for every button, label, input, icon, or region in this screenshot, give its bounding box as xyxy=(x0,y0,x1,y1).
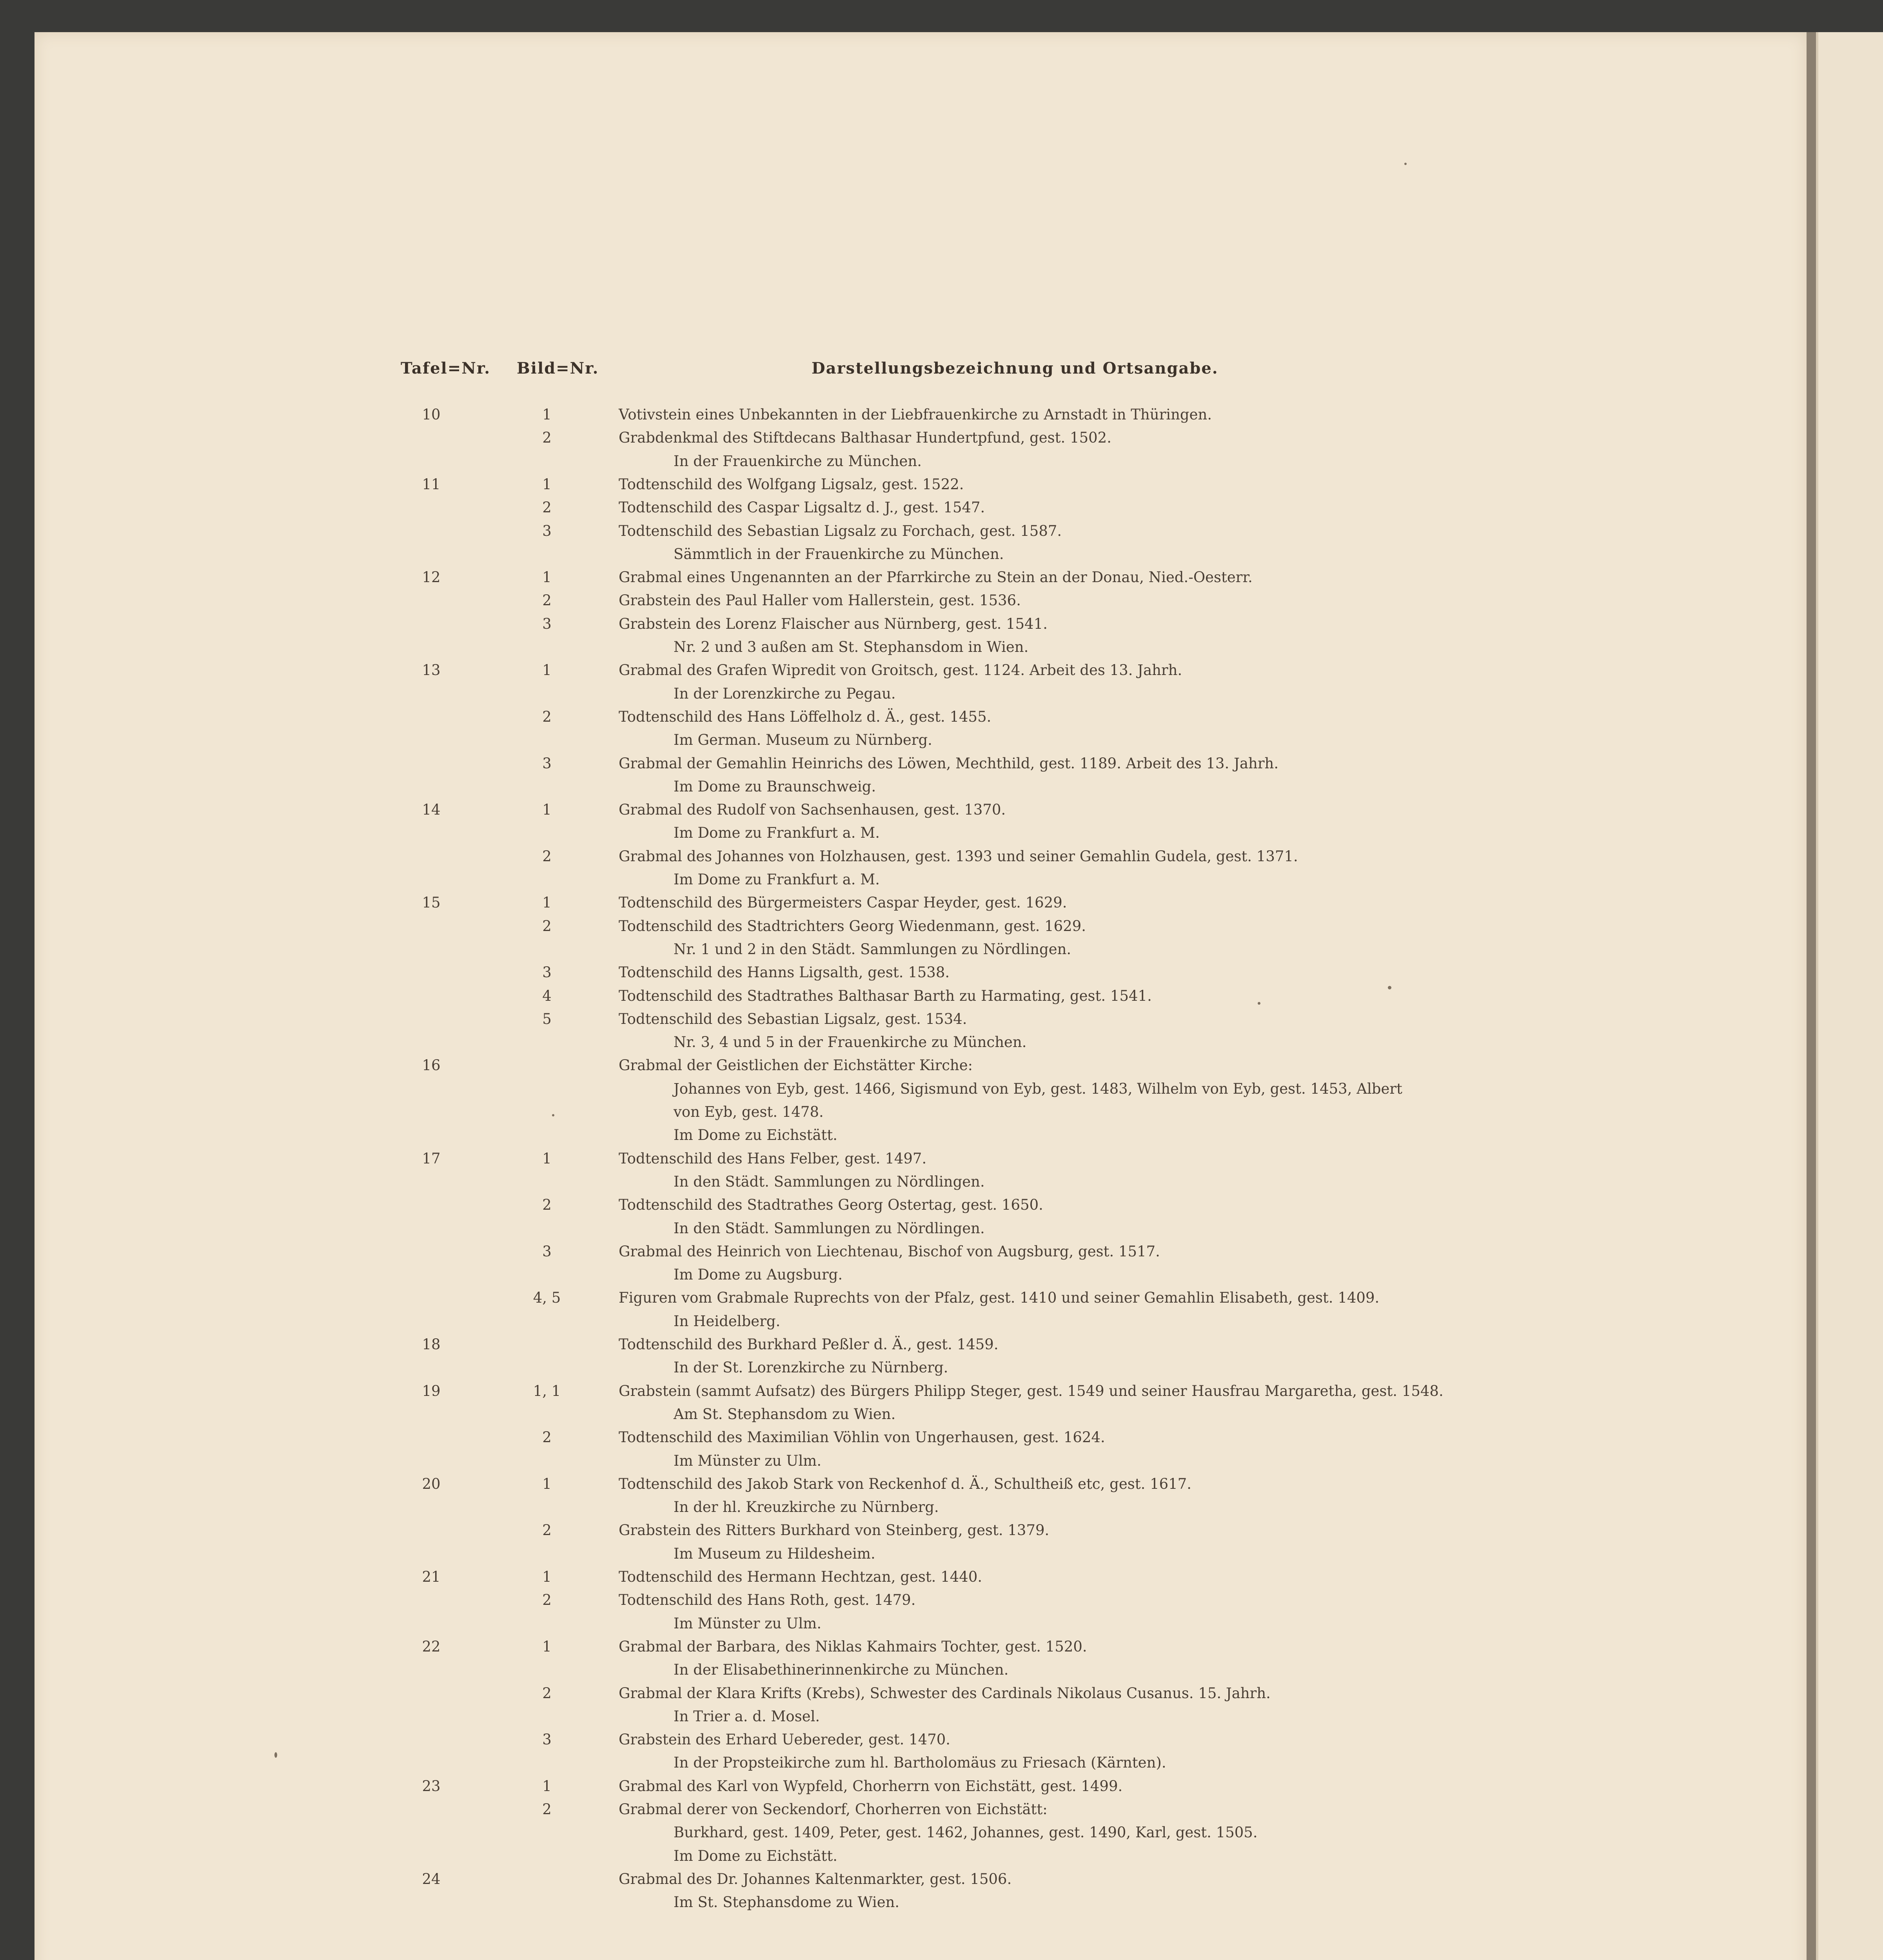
tafel-number: 16 xyxy=(422,1057,441,1074)
description: Todtenschild des Hans Löffelholz d. Ä., gest. 1455. xyxy=(619,708,991,725)
description: Grabmal der Klara Krifts (Krebs), Schwester des Cardinals Nikolaus Cusanus. 15. Jahrh. xyxy=(619,1684,1271,1702)
table-row xyxy=(0,798,1883,821)
bild-number: 1, 1 xyxy=(533,1382,561,1399)
table-row xyxy=(0,891,1883,914)
speck xyxy=(1388,986,1391,989)
bild-number: 2 xyxy=(542,1196,552,1214)
header-description: Darstellungsbezeichnung und Ortsangabe. xyxy=(812,359,1218,377)
bild-number: 2 xyxy=(542,917,552,935)
table-row xyxy=(0,612,1883,635)
bild-number: 2 xyxy=(542,1684,552,1702)
description: Todtenschild des Wolfgang Ligsalz, gest. 1522. xyxy=(619,475,964,493)
description: Grabstein des Paul Haller vom Hallerstein, gest. 1536. xyxy=(619,592,1021,609)
tafel-number: 19 xyxy=(422,1382,441,1399)
location-note: In der St. Lorenzkirche zu Nürnberg. xyxy=(674,1359,948,1376)
bild-number: 3 xyxy=(542,755,552,772)
description: Grabmal des Johannes von Holzhausen, gest. 1393 und seiner Gemahlin Gudela, gest. 1371. xyxy=(619,848,1298,865)
table-row xyxy=(0,984,1883,1007)
tafel-number: 24 xyxy=(422,1870,441,1887)
description: Grabmal eines Ungenannten an der Pfarrkirche zu Stein an der Donau, Nied.-Oesterr. xyxy=(619,569,1253,586)
description: Grabmal der Geistlichen der Eichstätter Kirche: xyxy=(619,1057,973,1074)
bild-number: 2 xyxy=(542,592,552,609)
description: Todtenschild des Stadtrichters Georg Wiedenmann, gest. 1629. xyxy=(619,917,1086,935)
bild-number: 2 xyxy=(542,848,552,865)
description: Grabmal der Barbara, des Niklas Kahmairs Tochter, gest. 1520. xyxy=(619,1638,1087,1655)
location-note: Nr. 1 und 2 in den Städt. Sammlungen zu Nördlingen. xyxy=(674,940,1071,958)
table-row xyxy=(0,1472,1883,1495)
bild-number: 1 xyxy=(542,662,552,679)
location-note: von Eyb, gest. 1478. xyxy=(674,1103,824,1120)
table-row xyxy=(0,426,1883,449)
table-row xyxy=(0,1751,1883,1774)
description: Todtenschild des Burkhard Peßler d. Ä., gest. 1459. xyxy=(619,1336,999,1353)
speck xyxy=(552,1114,554,1116)
location-note: Im Münster zu Ulm. xyxy=(674,1615,822,1632)
table-row xyxy=(0,868,1883,891)
table-row xyxy=(0,1588,1883,1612)
bild-number: 1 xyxy=(542,894,552,911)
table-row xyxy=(0,1635,1883,1658)
bild-number: 2 xyxy=(542,429,552,446)
description: Todtenschild des Sebastian Ligsalz zu Forchach, gest. 1587. xyxy=(619,522,1062,539)
location-note: Im St. Stephansdome zu Wien. xyxy=(674,1894,900,1911)
table-row xyxy=(0,1147,1883,1170)
location-note: In den Städt. Sammlungen zu Nördlingen. xyxy=(674,1220,985,1237)
table-row xyxy=(0,496,1883,519)
table-row xyxy=(0,1542,1883,1565)
table-row xyxy=(0,938,1883,961)
bild-number: 1 xyxy=(542,1638,552,1655)
table-row xyxy=(0,543,1883,566)
description: Grabstein (sammt Aufsatz) des Bürgers Philipp Steger, gest. 1549 und seiner Hausfrau Margaretha, gest. 1548. xyxy=(619,1382,1444,1399)
bild-number: 2 xyxy=(542,708,552,725)
bild-number: 2 xyxy=(542,1429,552,1446)
description: Todtenschild des Caspar Ligsaltz d. J., gest. 1547. xyxy=(619,499,985,516)
table-row xyxy=(0,1356,1883,1379)
table-row xyxy=(0,1054,1883,1077)
tafel-number: 14 xyxy=(422,801,441,818)
bild-number: 5 xyxy=(542,1010,552,1027)
description: Todtenschild des Sebastian Ligsalz, gest. 1534. xyxy=(619,1010,967,1027)
description: Grabmal des Heinrich von Liechtenau, Bischof von Augsburg, gest. 1517. xyxy=(619,1243,1160,1260)
description: Todtenschild des Maximilian Vöhlin von Ungerhausen, gest. 1624. xyxy=(619,1429,1105,1446)
tafel-number: 20 xyxy=(422,1475,441,1492)
table-row xyxy=(0,821,1883,844)
bild-number: 2 xyxy=(542,1801,552,1818)
table-row xyxy=(0,1403,1883,1426)
table-row xyxy=(0,1798,1883,1821)
location-note: Nr. 2 und 3 außen am St. Stephansdom in Wien. xyxy=(674,639,1029,655)
table-row xyxy=(0,1240,1883,1263)
location-note: Im Dome zu Augsburg. xyxy=(674,1266,843,1283)
speck xyxy=(1258,1002,1260,1005)
location-note: In der Lorenzkirche zu Pegau. xyxy=(674,685,896,702)
table-row xyxy=(0,1519,1883,1542)
location-note: Im Museum zu Hildesheim. xyxy=(674,1545,875,1562)
bild-number: 2 xyxy=(542,1592,552,1609)
location-note: In Trier a. d. Mosel. xyxy=(674,1708,820,1725)
location-note: In der hl. Kreuzkirche zu Nürnberg. xyxy=(674,1499,939,1516)
table-row xyxy=(0,659,1883,682)
description: Grabstein des Lorenz Flaischer aus Nürnberg, gest. 1541. xyxy=(619,615,1048,632)
bild-number: 1 xyxy=(542,1568,552,1585)
table-row xyxy=(0,1565,1883,1588)
table-row xyxy=(0,1170,1883,1193)
bild-number: 2 xyxy=(542,1522,552,1539)
table-row xyxy=(0,1705,1883,1728)
table-row xyxy=(0,1867,1883,1891)
tafel-number: 17 xyxy=(422,1150,441,1167)
table-row xyxy=(0,1449,1883,1472)
description: Grabmal des Karl von Wypfeld, Chorherrn von Eichstätt, gest. 1499. xyxy=(619,1777,1123,1795)
table-row xyxy=(0,752,1883,775)
table-row xyxy=(0,1263,1883,1286)
table-row xyxy=(0,1333,1883,1356)
table-row xyxy=(0,635,1883,659)
tafel-number: 18 xyxy=(422,1336,441,1353)
table-row xyxy=(0,775,1883,798)
table-row xyxy=(0,519,1883,543)
table-row xyxy=(0,1658,1883,1681)
description: Todtenschild des Jakob Stark von Reckenhof d. Ä., Schultheiß etc, gest. 1617. xyxy=(619,1475,1192,1492)
description: Grabmal der Gemahlin Heinrichs des Löwen, Mechthild, gest. 1189. Arbeit des 13. Jahrh. xyxy=(619,755,1279,772)
table-row xyxy=(0,1123,1883,1147)
table-row xyxy=(0,845,1883,868)
table-row xyxy=(0,682,1883,705)
table-row xyxy=(0,1031,1883,1054)
table-row xyxy=(0,403,1883,426)
table-row xyxy=(0,1217,1883,1240)
bild-number: 2 xyxy=(542,499,552,516)
tafel-number: 23 xyxy=(422,1777,441,1795)
description: Grabmal des Grafen Wipredit von Groitsch, gest. 1124. Arbeit des 13. Jahrh. xyxy=(619,662,1182,679)
tafel-number: 21 xyxy=(422,1568,441,1585)
description: Grabmal des Rudolf von Sachsenhausen, gest. 1370. xyxy=(619,801,1006,818)
location-note: In der Frauenkirche zu München. xyxy=(674,452,922,470)
description: Todtenschild des Hans Felber, gest. 1497. xyxy=(619,1150,927,1167)
table-row xyxy=(0,1426,1883,1449)
bild-number: 1 xyxy=(542,1777,552,1795)
table-row xyxy=(0,1891,1883,1914)
bild-number: 1 xyxy=(542,1150,552,1167)
table-row xyxy=(0,728,1883,751)
tafel-number: 13 xyxy=(422,662,441,679)
table-row xyxy=(0,1495,1883,1519)
location-note: Im Münster zu Ulm. xyxy=(674,1452,822,1469)
description: Votivstein eines Unbekannten in der Liebfrauenkirche zu Arnstadt in Thüringen. xyxy=(619,406,1212,423)
location-note: In Heidelberg. xyxy=(674,1312,781,1330)
tafel-number: 15 xyxy=(422,894,441,911)
table-row xyxy=(0,1612,1883,1635)
header-bild-nr: Bild=Nr. xyxy=(517,359,599,377)
speck xyxy=(274,1752,277,1758)
bild-number: 4, 5 xyxy=(533,1289,561,1307)
tafel-number: 12 xyxy=(422,569,441,586)
bild-number: 4 xyxy=(542,987,552,1004)
table-row xyxy=(0,1728,1883,1751)
bild-number: 1 xyxy=(542,801,552,818)
bild-number: 3 xyxy=(542,522,552,539)
table-row xyxy=(0,1310,1883,1333)
table-row xyxy=(0,1007,1883,1031)
bild-number: 1 xyxy=(542,1475,552,1492)
bild-number: 3 xyxy=(542,1731,552,1748)
location-note: Im Dome zu Frankfurt a. M. xyxy=(674,871,880,888)
header-tafel-nr: Tafel=Nr. xyxy=(401,359,491,377)
bild-number: 3 xyxy=(542,964,552,981)
tafel-number: 22 xyxy=(422,1638,441,1655)
location-note: Nr. 3, 4 und 5 in der Frauenkirche zu München. xyxy=(674,1034,1027,1051)
bild-number: 3 xyxy=(542,1243,552,1260)
location-note: Sämmtlich in der Frauenkirche zu München. xyxy=(674,545,1004,563)
tafel-number: 11 xyxy=(422,475,441,493)
table-row xyxy=(0,1193,1883,1216)
table-row xyxy=(0,566,1883,589)
table-row xyxy=(0,473,1883,496)
location-note: Im Dome zu Frankfurt a. M. xyxy=(674,824,880,842)
description: Todtenschild des Stadtrathes Balthasar Barth zu Harmating, gest. 1541. xyxy=(619,987,1152,1004)
description: Todtenschild des Stadtrathes Georg Ostertag, gest. 1650. xyxy=(619,1196,1043,1214)
table-row xyxy=(0,1100,1883,1123)
location-note: Im Dome zu Eichstätt. xyxy=(674,1127,838,1144)
table-row xyxy=(0,961,1883,984)
table-row xyxy=(0,589,1883,612)
table-row xyxy=(0,1286,1883,1309)
table-row xyxy=(0,1682,1883,1705)
description: Figuren vom Grabmale Ruprechts von der Pfalz, gest. 1410 und seiner Gemahlin Elisabeth, gest. 1409. xyxy=(619,1289,1380,1307)
table-row xyxy=(0,1379,1883,1403)
location-note: Johannes von Eyb, gest. 1466, Sigismund von Eyb, gest. 1483, Wilhelm von Eyb, gest. 1453, Albert xyxy=(674,1080,1402,1097)
description: Todtenschild des Hermann Hechtzan, gest. 1440. xyxy=(619,1568,982,1585)
location-note: In der Elisabethinerinnenkirche zu München. xyxy=(674,1661,1009,1679)
description: Todtenschild des Bürgermeisters Caspar Heyder, gest. 1629. xyxy=(619,894,1067,911)
table-row xyxy=(0,450,1883,473)
location-note: In der Propsteikirche zum hl. Bartholomäus zu Friesach (Kärnten). xyxy=(674,1754,1166,1771)
description: Todtenschild des Hans Roth, gest. 1479. xyxy=(619,1592,916,1609)
description: Grabdenkmal des Stiftdecans Balthasar Hundertpfund, gest. 1502. xyxy=(619,429,1111,446)
description: Grabstein des Erhard Uebereder, gest. 1470. xyxy=(619,1731,951,1748)
table-row xyxy=(0,1821,1883,1844)
description: Grabmal des Dr. Johannes Kaltenmarkter, gest. 1506. xyxy=(619,1870,1012,1887)
description: Grabmal derer von Seckendorf, Chorherren von Eichstätt: xyxy=(619,1801,1048,1818)
description: Todtenschild des Hanns Ligsalth, gest. 1538. xyxy=(619,964,950,981)
bild-number: 1 xyxy=(542,406,552,423)
table-row xyxy=(0,1844,1883,1867)
location-note: Im German. Museum zu Nürnberg. xyxy=(674,731,932,749)
location-note: In den Städt. Sammlungen zu Nördlingen. xyxy=(674,1173,985,1190)
bild-number: 3 xyxy=(542,615,552,632)
speck xyxy=(1404,163,1407,165)
table-row xyxy=(0,1077,1883,1100)
table-row xyxy=(0,915,1883,938)
location-note: Im Dome zu Eichstätt. xyxy=(674,1847,838,1864)
description: Grabstein des Ritters Burkhard von Steinberg, gest. 1379. xyxy=(619,1522,1050,1539)
location-note: Burkhard, gest. 1409, Peter, gest. 1462, Johannes, gest. 1490, Karl, gest. 1505. xyxy=(674,1824,1258,1841)
tafel-number: 10 xyxy=(422,406,441,423)
table-row xyxy=(0,1775,1883,1798)
bild-number: 1 xyxy=(542,475,552,493)
location-note: Im Dome zu Braunschweig. xyxy=(674,778,876,795)
location-note: Am St. Stephansdom zu Wien. xyxy=(674,1405,896,1423)
bild-number: 1 xyxy=(542,569,552,586)
table-row xyxy=(0,705,1883,728)
